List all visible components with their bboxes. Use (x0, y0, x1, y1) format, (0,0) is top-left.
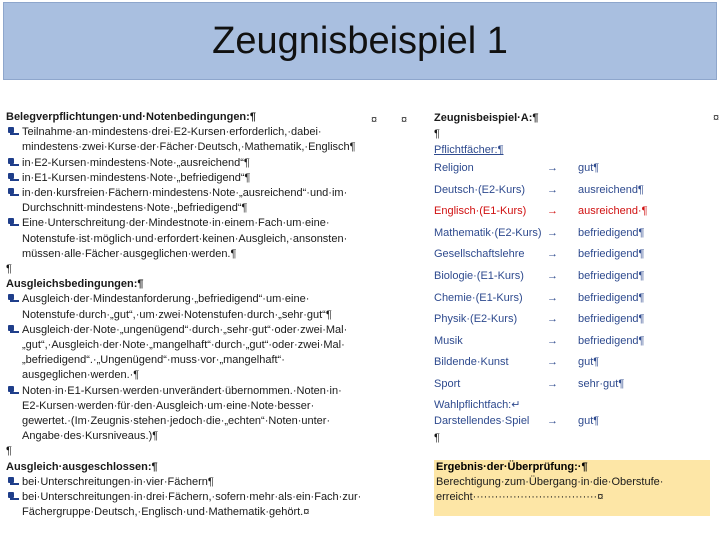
pilcrow: ¶ (434, 128, 440, 140)
heading-ausgleich-ausgeschlossen: Ausgleich·ausgeschlossen:¶ (6, 460, 158, 473)
grade-row: Mathematik·(E2-Kurs) → befriedigend¶ (434, 223, 717, 245)
example-title: Zeugnisbeispiel·A:¶ (434, 112, 539, 124)
cell-end-marker: ¤ (371, 114, 378, 126)
list-item: in·den·kursfreien·Fächern·mindestens·Note·„ausreichend“·und·im· (6, 186, 356, 201)
tab-arrow-icon: → (547, 334, 558, 347)
grade-row: Darstellendes·Spiel → gut¶ (434, 413, 717, 430)
list-item-cont: Notenstufe·durch·„gut“,·um·zwei·Notenstufen·durch·„sehr·gut“¶ (22, 308, 332, 321)
arrow-bullet-icon (8, 127, 19, 138)
arrow-bullet-icon (8, 173, 19, 184)
arrow-bullet-icon (8, 477, 19, 488)
tab-arrow-icon: → (547, 356, 558, 369)
list-item: Teilnahme·an·mindestens·drei·E2-Kursen·erforderlich,·dabei· (6, 125, 356, 140)
tab-arrow-icon: → (547, 205, 558, 218)
tab-arrow-icon: → (547, 226, 558, 239)
grade-row: Religion → gut¶ (434, 158, 717, 180)
wahlpflichtfach-label: Wahlpflichtfach:↵ (434, 398, 521, 411)
slide-title-bar (3, 2, 717, 80)
slide-title: Zeugnisbeispiel 1 (212, 19, 508, 62)
result-title: Ergebnis·der·Überprüfung:·¶ (436, 461, 588, 473)
result-text: erreicht··································¤ (436, 491, 604, 503)
list-item-cont: gewertet.·(Im·Zeugnis·stehen·jedoch·die·„echten“·Noten·unter· (22, 415, 331, 428)
result-text: Berechtigung·zum·Übergang·in·die·Oberstufe· (436, 476, 664, 488)
left-column (6, 110, 362, 520)
result-box (434, 460, 710, 516)
grade-row-highlighted: Englisch·(E1-Kurs) → ausreichend·¶ (434, 201, 717, 223)
list-item: Eine·Unterschreitung·der·Mindestnote·in·einem·Fach·um·eine· (6, 216, 356, 231)
list-item-cont: „befriedigend“.·„Ungenügend“·muss·vor·„mangelhaft“· (22, 354, 285, 367)
document-table (3, 108, 720, 519)
list-item: Ausgleich·der·Note·„ungenügend“·durch·„sehr·gut“·oder·zwei·Mal· (6, 323, 356, 338)
tab-arrow-icon: → (547, 291, 558, 304)
grade-row: Bildende·Kunst → gut¶ (434, 352, 717, 374)
list-item-cont: Fächergruppe·Deutsch,·Englisch·und·Mathematik·gehört.¤ (22, 506, 310, 519)
grade-row: Gesellschaftslehre → befriedigend¶ (434, 244, 717, 266)
list-item-cont: Notenstufe·ist·möglich·und·erfordert·keinen·Ausgleich,·ansonsten· (22, 232, 348, 245)
list-item: bei·Unterschreitungen·in·drei·Fächern,·sofern·mehr·als·ein·Fach·zur· (6, 490, 356, 505)
list-item: Noten·in·E1-Kursen·werden·unverändert·übernommen.·Noten·in· (6, 384, 356, 399)
pflichtfaecher-label: Pflichtfächer:¶ (434, 144, 504, 156)
heading-belegverpflichtungen: Belegverpflichtungen·und·Notenbedingungen:¶ (6, 111, 256, 123)
arrow-bullet-icon (8, 294, 19, 305)
grade-row: Sport → sehr·gut¶ (434, 374, 717, 396)
list-item-cont: ausgeglichen·werden.·¶ (22, 369, 140, 382)
list-item: in·E1-Kursen·mindestens·Note·„befriedigend“¶ (6, 171, 356, 186)
list-item-cont: E2-Kursen·werden·für·den·Ausgleich·um·eine·Note·besser· (22, 399, 315, 412)
tab-arrow-icon: → (547, 183, 558, 196)
tab-arrow-icon: → (547, 414, 558, 427)
grade-row: Musik → befriedigend¶ (434, 331, 717, 353)
list-item: bei·Unterschreitungen·in·vier·Fächern¶ (6, 475, 356, 490)
grade-row: Deutsch·(E2-Kurs) → ausreichend¶ (434, 180, 717, 202)
list-item-cont: „gut“,·Ausgleich·der·Note·„mangelhaft“·durch·„gut“·oder·zwei·Mal· (22, 339, 345, 352)
tab-arrow-icon: → (547, 248, 558, 261)
arrow-bullet-icon (8, 188, 19, 199)
tab-arrow-icon: → (547, 269, 558, 282)
list-item-cont: müssen·alle·Fächer·ausgeglichen·werden.¶ (22, 247, 237, 260)
pilcrow: ¶ (6, 263, 12, 276)
grade-row: Physik·(E2-Kurs) → befriedigend¶ (434, 309, 717, 331)
list-item: in·E2-Kursen·mindestens·Note·„ausreichend“¶ (6, 156, 356, 171)
arrow-bullet-icon (8, 386, 19, 397)
heading-ausgleichsbedingungen: Ausgleichsbedingungen:¶ (6, 278, 144, 291)
tab-arrow-icon: → (547, 313, 558, 326)
list-item-cont: Durchschnitt·mindestens·Note·„befriedigend“¶ (22, 202, 248, 215)
pilcrow: ¶ (434, 431, 440, 444)
grade-row: Biologie·(E1-Kurs) → befriedigend¶ (434, 266, 717, 288)
arrow-bullet-icon (8, 492, 19, 503)
tab-arrow-icon: → (547, 162, 558, 174)
list-item-cont: Angabe·des·Kursniveaus.)¶ (22, 430, 159, 443)
cell-end-marker: ¤ (401, 114, 408, 126)
list-item-cont: mindestens·zwei·Kurse·der·Fächer·Deutsch,·Mathematik,·Englisch¶ (22, 141, 356, 154)
right-column (434, 110, 720, 446)
grade-row: Chemie·(E1-Kurs) → befriedigend¶ (434, 288, 717, 310)
pilcrow: ¶ (6, 445, 12, 458)
arrow-bullet-icon (8, 325, 19, 336)
arrow-bullet-icon (8, 218, 19, 229)
cell-end-marker: ¤ (713, 112, 720, 124)
list-item: Ausgleich·der·Mindestanforderung·„befriedigend“·um·eine· (6, 292, 356, 307)
tab-arrow-icon: → (547, 377, 558, 390)
arrow-bullet-icon (8, 158, 19, 169)
